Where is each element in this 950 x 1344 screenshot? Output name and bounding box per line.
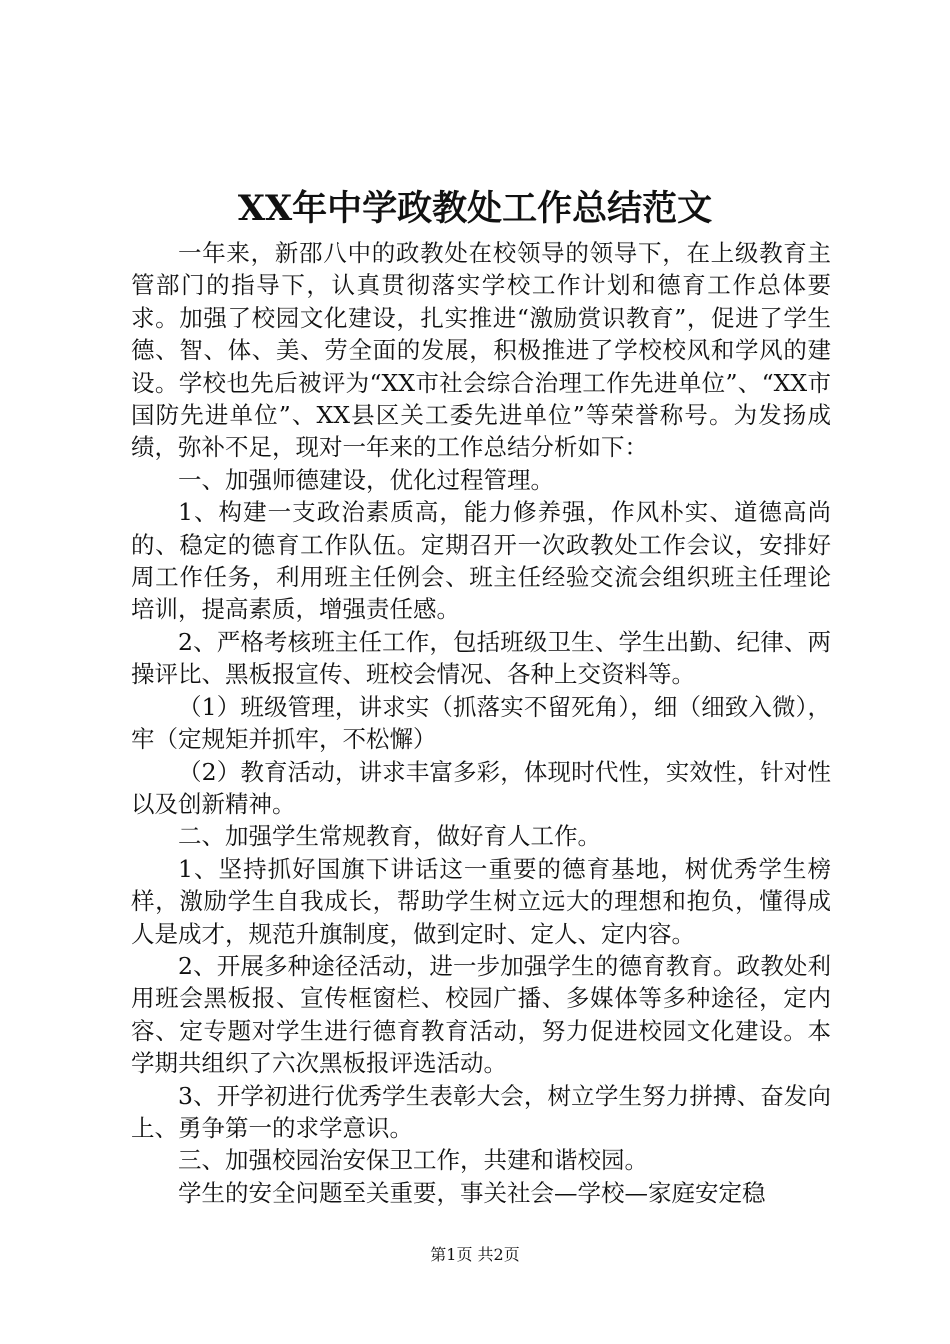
paragraph: 3、开学初进行优秀学生表彰大会，树立学生努力拼搏、奋发向上、勇争第一的求学意识。 [131, 1081, 831, 1142]
paragraph: 1、构建一支政治素质高，能力修养强，作风朴实、道德高尚的、稳定的德育工作队伍。定期召开一次政教处工作会议，安排好周工作任务，利用班主任例会、班主任经验交流会组织班主任理论培训，提高素质，增强责任感。 [131, 498, 831, 624]
paragraph: （2）教育活动，讲求丰富多彩，体现时代性，实效性，针对性以及创新精神。 [131, 757, 831, 818]
page-number: 第1页 共2页 [430, 1245, 520, 1264]
paragraph: （1）班级管理，讲求实（抓落实不留死角），细（细致入微），牢（定规矩并抓牢，不松懈） [131, 692, 831, 754]
paragraph: 一年来，新邵八中的政教处在校领导的领导下，在上级教育主管部门的指导下，认真贯彻落实学校工作计划和德育工作总体要求。加强了校园文化建设，扎实推进“激励赏识教育”，促进了学生德、智、体、美、劳全面的发展，积极推进了学校校风和学风的建设。学校也先后被评为“XX市社会综合治理工作先进单位”、“XX市国防先进单位”、XX县区关工委先进单位”等荣誉称号。为发扬成绩，弥补不足，现对一年来的工作总结分析如下： [131, 239, 831, 462]
paragraph: 2、开展多种途径活动，进一步加强学生的德育教育。政教处利用班会黑板报、宣传框窗栏、校园广播、多媒体等多种途径，定内容、定专题对学生进行德育教育活动，努力促进校园文化建设。本学期共组织了六次黑板报评选活动。 [131, 951, 831, 1078]
section-heading: 一、加强师德建设，优化过程管理。 [178, 465, 554, 494]
paragraph: 1、坚持抓好国旗下讲话这一重要的德育基地，树优秀学生榜样，激励学生自我成长，帮助学生树立远大的理想和抱负，懂得成人是成才，规范升旗制度，做到定时、定人、定内容。 [131, 854, 831, 948]
paragraph: 2、严格考核班主任工作，包括班级卫生、学生出勤、纪律、两操评比、黑板报宣传、班校会情况、各种上交资料等。 [131, 627, 831, 689]
section-heading: 三、加强校园治安保卫工作，共建和谐校园。 [178, 1146, 648, 1175]
paragraph: 学生的安全问题至关重要，事关社会—学校—家庭安定稳 [178, 1178, 766, 1207]
document-body [131, 237, 831, 1209]
document-title: XX年中学政教处工作总结范文 [237, 188, 713, 229]
section-heading: 二、加强学生常规教育，做好育人工作。 [178, 822, 601, 851]
